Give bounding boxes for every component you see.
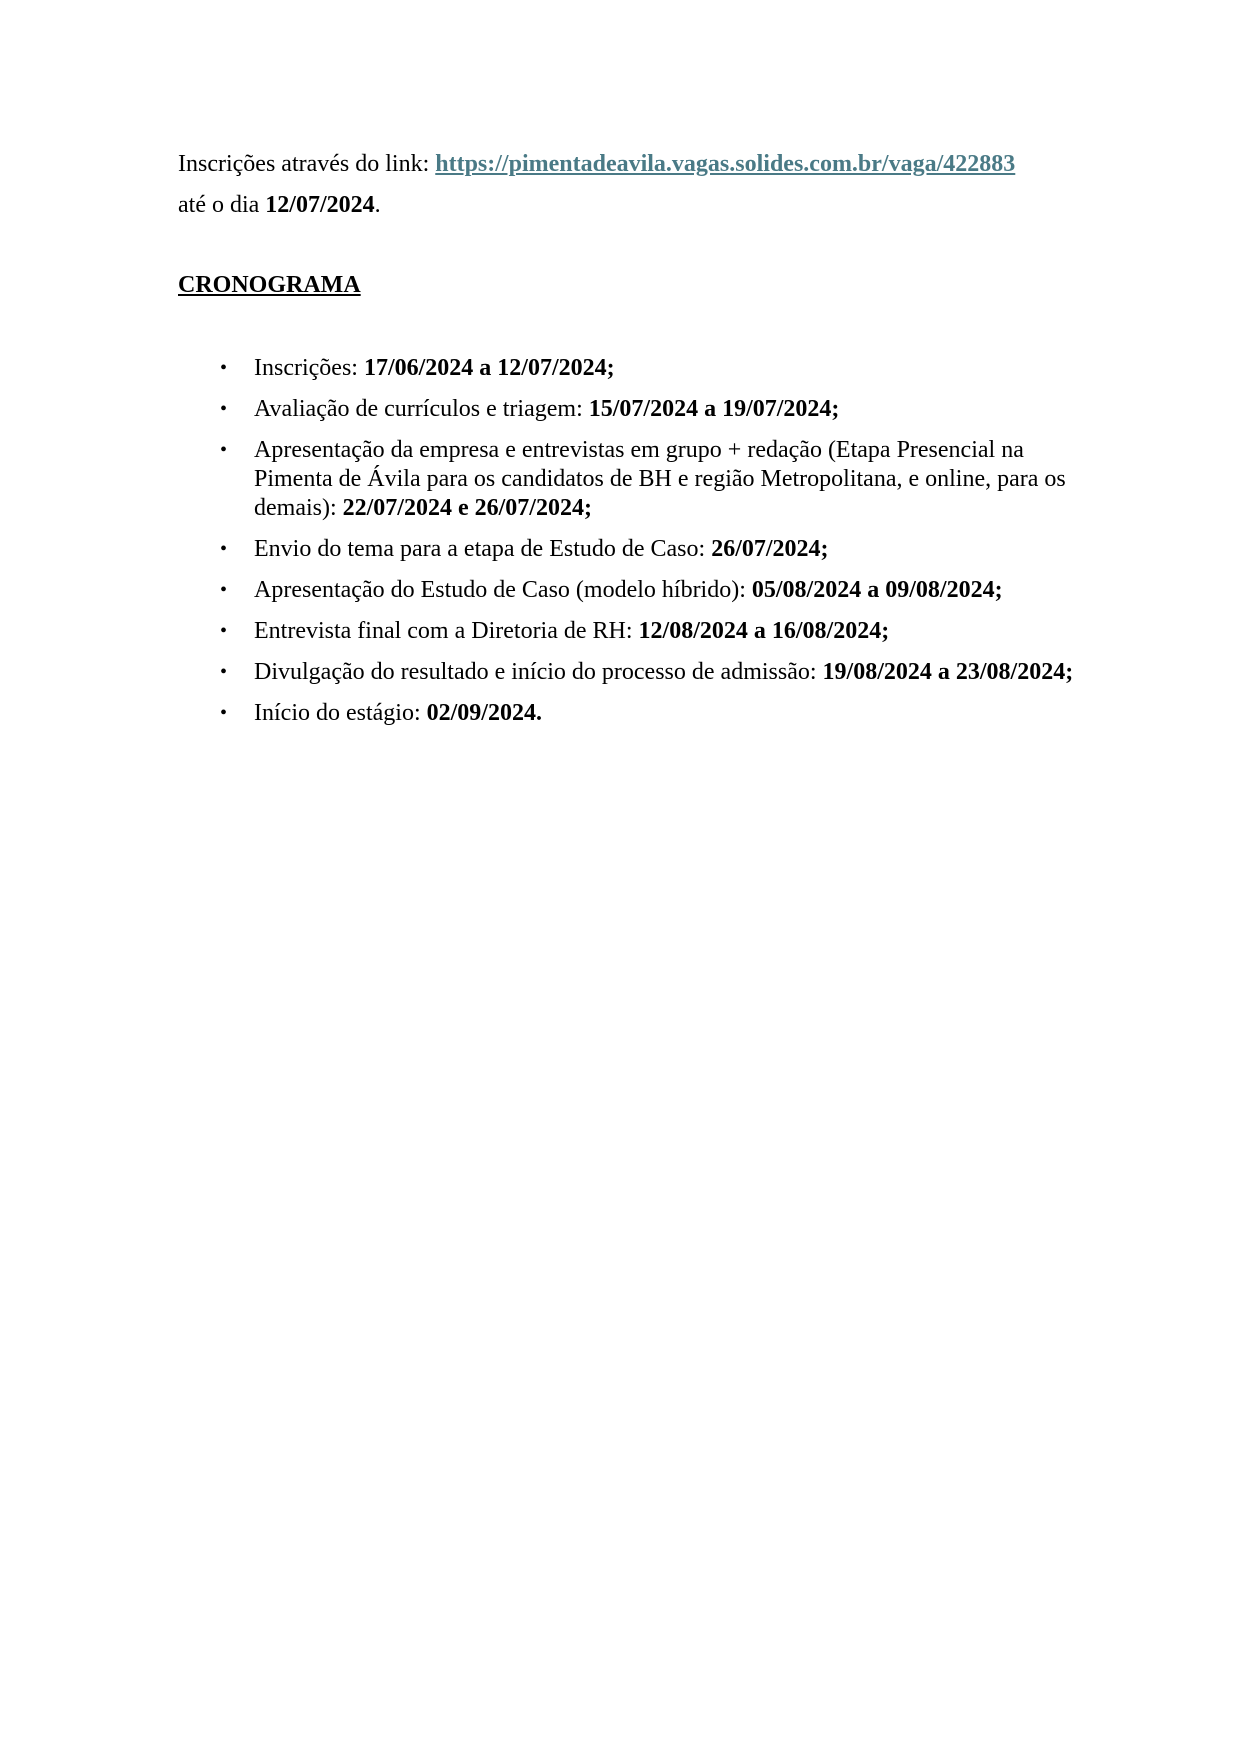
schedule-item xyxy=(178,354,1078,383)
schedule-item-label: Entrevista final com a Diretoria de RH: xyxy=(254,618,639,644)
schedule-item-label: Inscrições: xyxy=(254,355,364,381)
bullet-icon: • xyxy=(220,579,228,601)
schedule-item-label: Apresentação do Estudo de Caso (modelo híbrido): xyxy=(254,577,752,603)
schedule-item-label: Avaliação de currículos e triagem: xyxy=(254,396,589,422)
registration-line xyxy=(178,144,1078,185)
schedule-item-label: Envio do tema para a etapa de Estudo de Caso: xyxy=(254,536,712,562)
bullet-icon: • xyxy=(220,538,228,560)
bullet-icon: • xyxy=(220,620,228,642)
registration-link[interactable]: https://pimentadeavila.vagas.solides.com.br/vaga/422883 xyxy=(435,151,1016,177)
intro-paragraph xyxy=(178,144,1078,226)
bullet-icon: • xyxy=(220,357,228,379)
schedule-item xyxy=(178,436,1078,523)
schedule-item-label: Apresentação da empresa e entrevistas em grupo + redação (Etapa Presencial na Pimenta de Ávila para os candidatos de BH e região Metropolitana, e online, para os demais): xyxy=(254,437,1066,521)
schedule-list xyxy=(178,354,1078,740)
deadline-prefix: até o dia xyxy=(178,192,266,218)
deadline-line xyxy=(178,185,1078,226)
schedule-item xyxy=(178,658,1078,687)
schedule-heading: CRONOGRAMA xyxy=(178,272,361,298)
schedule-item xyxy=(178,535,1078,564)
deadline-date: 12/07/2024 xyxy=(265,192,375,218)
schedule-item-date: 17/06/2024 a 12/07/2024; xyxy=(363,355,615,381)
bullet-icon: • xyxy=(220,398,228,420)
schedule-item-date: 12/08/2024 a 16/08/2024; xyxy=(638,618,890,644)
schedule-item xyxy=(178,395,1078,424)
bullet-icon: • xyxy=(220,702,228,724)
schedule-item-date: 05/08/2024 a 09/08/2024; xyxy=(751,577,1003,603)
schedule-item xyxy=(178,699,1078,728)
schedule-item-label: Divulgação do resultado e início do processo de admissão: xyxy=(254,659,823,685)
schedule-item-date: 26/07/2024; xyxy=(711,536,829,562)
schedule-item xyxy=(178,617,1078,646)
schedule-item xyxy=(178,576,1078,605)
schedule-item-date: 15/07/2024 a 19/07/2024; xyxy=(588,396,840,422)
bullet-icon: • xyxy=(220,439,228,461)
schedule-item-date: 19/08/2024 a 23/08/2024; xyxy=(822,659,1074,685)
schedule-item-label: Início do estágio: xyxy=(254,700,427,726)
deadline-suffix: . xyxy=(374,192,381,218)
schedule-item-date: 22/07/2024 e 26/07/2024; xyxy=(342,495,592,521)
registration-text: Inscrições através do link: xyxy=(178,151,436,177)
bullet-icon: • xyxy=(220,661,228,683)
schedule-item-date: 02/09/2024. xyxy=(426,700,542,726)
